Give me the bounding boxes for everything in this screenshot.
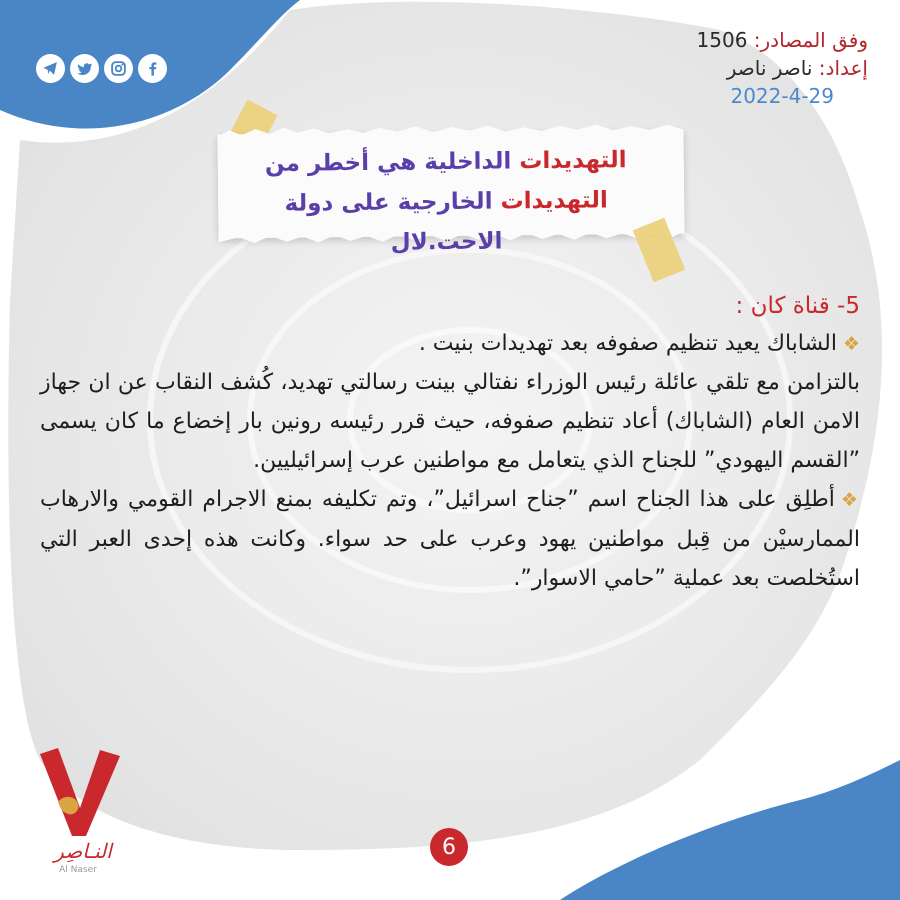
twitter-icon[interactable] xyxy=(70,54,99,83)
diamond-bullet-icon: ❖ xyxy=(842,333,860,355)
sources-label: وفق المصادر: xyxy=(753,28,868,52)
prepared-line xyxy=(697,54,868,82)
title-line-2 xyxy=(226,180,667,265)
instagram-icon[interactable] xyxy=(104,54,133,83)
title-line-1-highlight: التهديدات xyxy=(519,147,627,175)
bullet-1-text: الشاباك يعيد تنظيم صفوفه بعد تهديدات بنيت . xyxy=(418,331,837,356)
title-line-1 xyxy=(226,140,666,185)
sources-line xyxy=(697,26,868,54)
logo-latin-text: Al Naser xyxy=(59,865,97,875)
section-heading: 5- قناة كان : xyxy=(735,293,860,319)
title-line-1-rest: الداخلية هي أخطر من xyxy=(264,148,512,177)
title-box xyxy=(217,130,684,256)
prepared-value: ناصر ناصر xyxy=(726,56,813,80)
paragraph-2-text: أطلِق على هذا الجناح اسم ”جناح اسرائيل”، وتم تكليفه بمنع الاجرام القومي والارهاب الممارسيْن من قِبل مواطنين يهود وعرب على حد سواء. وكانت هذه إحدى العبر التي استُخلصت بعد عملية ”حامي الاسوار”. xyxy=(40,487,860,591)
sources-value: 1506 xyxy=(696,28,748,52)
facebook-icon[interactable] xyxy=(138,54,167,83)
paragraph-2 xyxy=(40,480,860,598)
al-naser-logo-mark xyxy=(28,744,138,876)
bullet-1 xyxy=(40,325,860,363)
title xyxy=(226,140,667,265)
page-number: 6 xyxy=(430,828,468,866)
article-body xyxy=(40,289,860,598)
prepared-label: إعداد: xyxy=(818,56,868,80)
title-line-2-highlight: التهديدات xyxy=(500,187,608,215)
date: 2022-4-29 xyxy=(730,84,834,108)
telegram-icon[interactable] xyxy=(36,54,65,83)
title-line-2-rest: الخارجية على دولة الاحت.لال xyxy=(284,188,503,256)
al-naser-logo xyxy=(28,744,138,876)
header-meta xyxy=(697,26,868,110)
paragraph-1: بالتزامن مع تلقي عائلة رئيس الوزراء نفتالي بينت رسالتي تهديد، كُشف النقاب عن ان جهاز الامن العام (الشاباك) أعاد تنظيم صفوفه، حيث قرر رئيسه رونين بار إخضاع ما كان يسمى ”القسم اليهودي” للجناح الذي يتعامل مع مواطنين عرب إسرائيليين. xyxy=(40,370,860,473)
social-icons xyxy=(36,54,167,83)
diamond-bullet-icon: ❖ xyxy=(840,489,860,511)
logo-arabic-text: النـاصِر xyxy=(54,839,112,863)
